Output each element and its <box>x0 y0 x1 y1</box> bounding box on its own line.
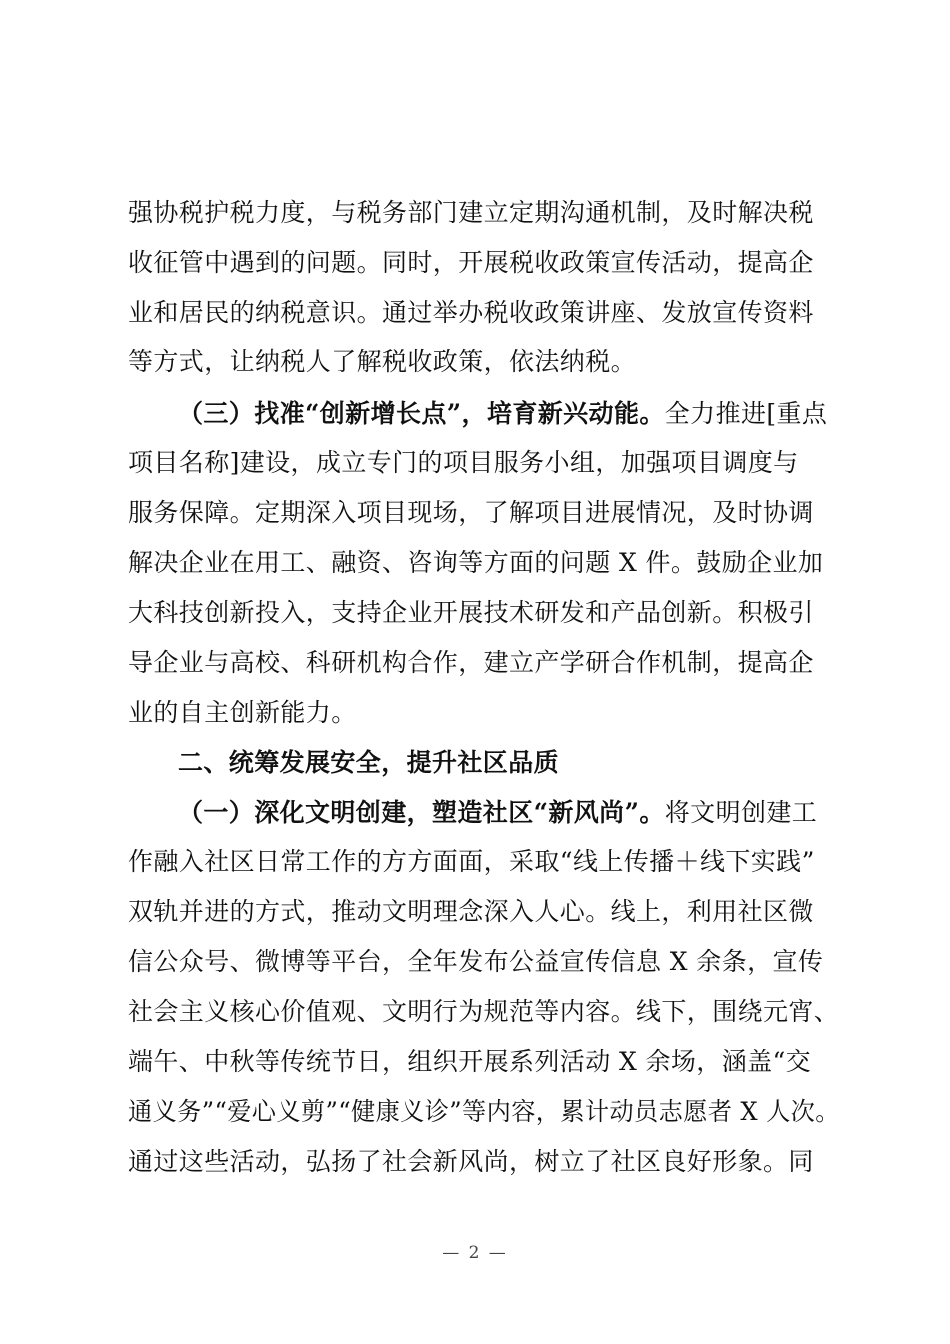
subsection-heading-line <box>178 797 817 829</box>
subsection-heading: （一）深化文明创建，塑造社区“新风尚”。 <box>178 798 665 827</box>
text-span: 端午、中秋等传统节日，组织开展系列活动 X 余场，涵盖“交 <box>128 1047 812 1076</box>
body-text-line <box>128 846 815 878</box>
body-text-line <box>128 597 814 629</box>
text-span: 通义务”“爱心义剪”“健康义诊”等内容，累计动员志愿者 X 人次。 <box>128 1097 840 1126</box>
text-span: 业和居民的纳税意识。通过举办税收政策讲座、发放宣传资料 <box>128 298 814 327</box>
subsection-heading-line <box>178 398 827 430</box>
body-text-line <box>128 297 814 329</box>
text-span: 作融入社区日常工作的方方面面，采取“线上传播＋线下实践” <box>128 847 815 876</box>
text-span: 导企业与高校、科研机构合作，建立产学研合作机制，提高企 <box>128 648 814 677</box>
text-span: 等方式，让纳税人了解税收政策，依法纳税。 <box>128 347 637 376</box>
body-text-line <box>128 247 814 279</box>
body-text-line <box>128 1146 814 1178</box>
body-text-line <box>128 697 357 729</box>
text-span: 大科技创新投入，支持企业开展技术研发和产品创新。积极引 <box>128 598 814 627</box>
text-span: 强协税护税力度，与税务部门建立定期沟通机制，及时解决税 <box>128 198 814 227</box>
text-span: 项目名称]建设，成立专门的项目服务小组，加强项目调度与 <box>128 448 799 477</box>
text-span: 解决企业在用工、融资、咨询等方面的问题 X 件。鼓励企业加 <box>128 548 824 577</box>
text-span: 双轨并进的方式，推动文明理念深入人心。线上，利用社区微 <box>128 897 814 926</box>
body-text-line <box>128 346 636 378</box>
body-text-line <box>128 896 814 928</box>
body-text-line <box>128 647 814 679</box>
subsection-heading: （三）找准“创新增长点”，培育新兴动能。 <box>178 399 665 428</box>
text-span: 信公众号、微博等平台，全年发布公益宣传信息 X 余条，宣传 <box>128 947 824 976</box>
text-span: 社会主义核心价值观、文明行为规范等内容。线下，围绕元宵、 <box>128 997 840 1026</box>
page-number: — 2 — <box>442 1243 508 1263</box>
text-span: 全力推进[重点 <box>664 399 828 428</box>
text-span: 服务保障。定期深入项目现场，了解项目进展情况，及时协调 <box>128 498 814 527</box>
body-text-line <box>128 1046 811 1078</box>
text-span: 收征管中遇到的问题。同时，开展税收政策宣传活动，提高企 <box>128 248 814 277</box>
body-text-line <box>128 447 799 479</box>
body-text-line <box>128 547 823 579</box>
body-text-line <box>128 197 814 229</box>
section-heading-text: 二、统筹发展安全，提升社区品质 <box>178 748 560 777</box>
text-span: 通过这些活动，弘扬了社会新风尚，树立了社区良好形象。同 <box>128 1147 814 1176</box>
body-text-line <box>128 497 814 529</box>
body-text-line <box>128 1096 840 1128</box>
text-span: 业的自主创新能力。 <box>128 698 357 727</box>
text-span: 将文明创建工 <box>664 798 818 827</box>
section-heading <box>178 747 559 779</box>
body-text-line <box>128 946 823 978</box>
body-text-line <box>128 996 839 1028</box>
